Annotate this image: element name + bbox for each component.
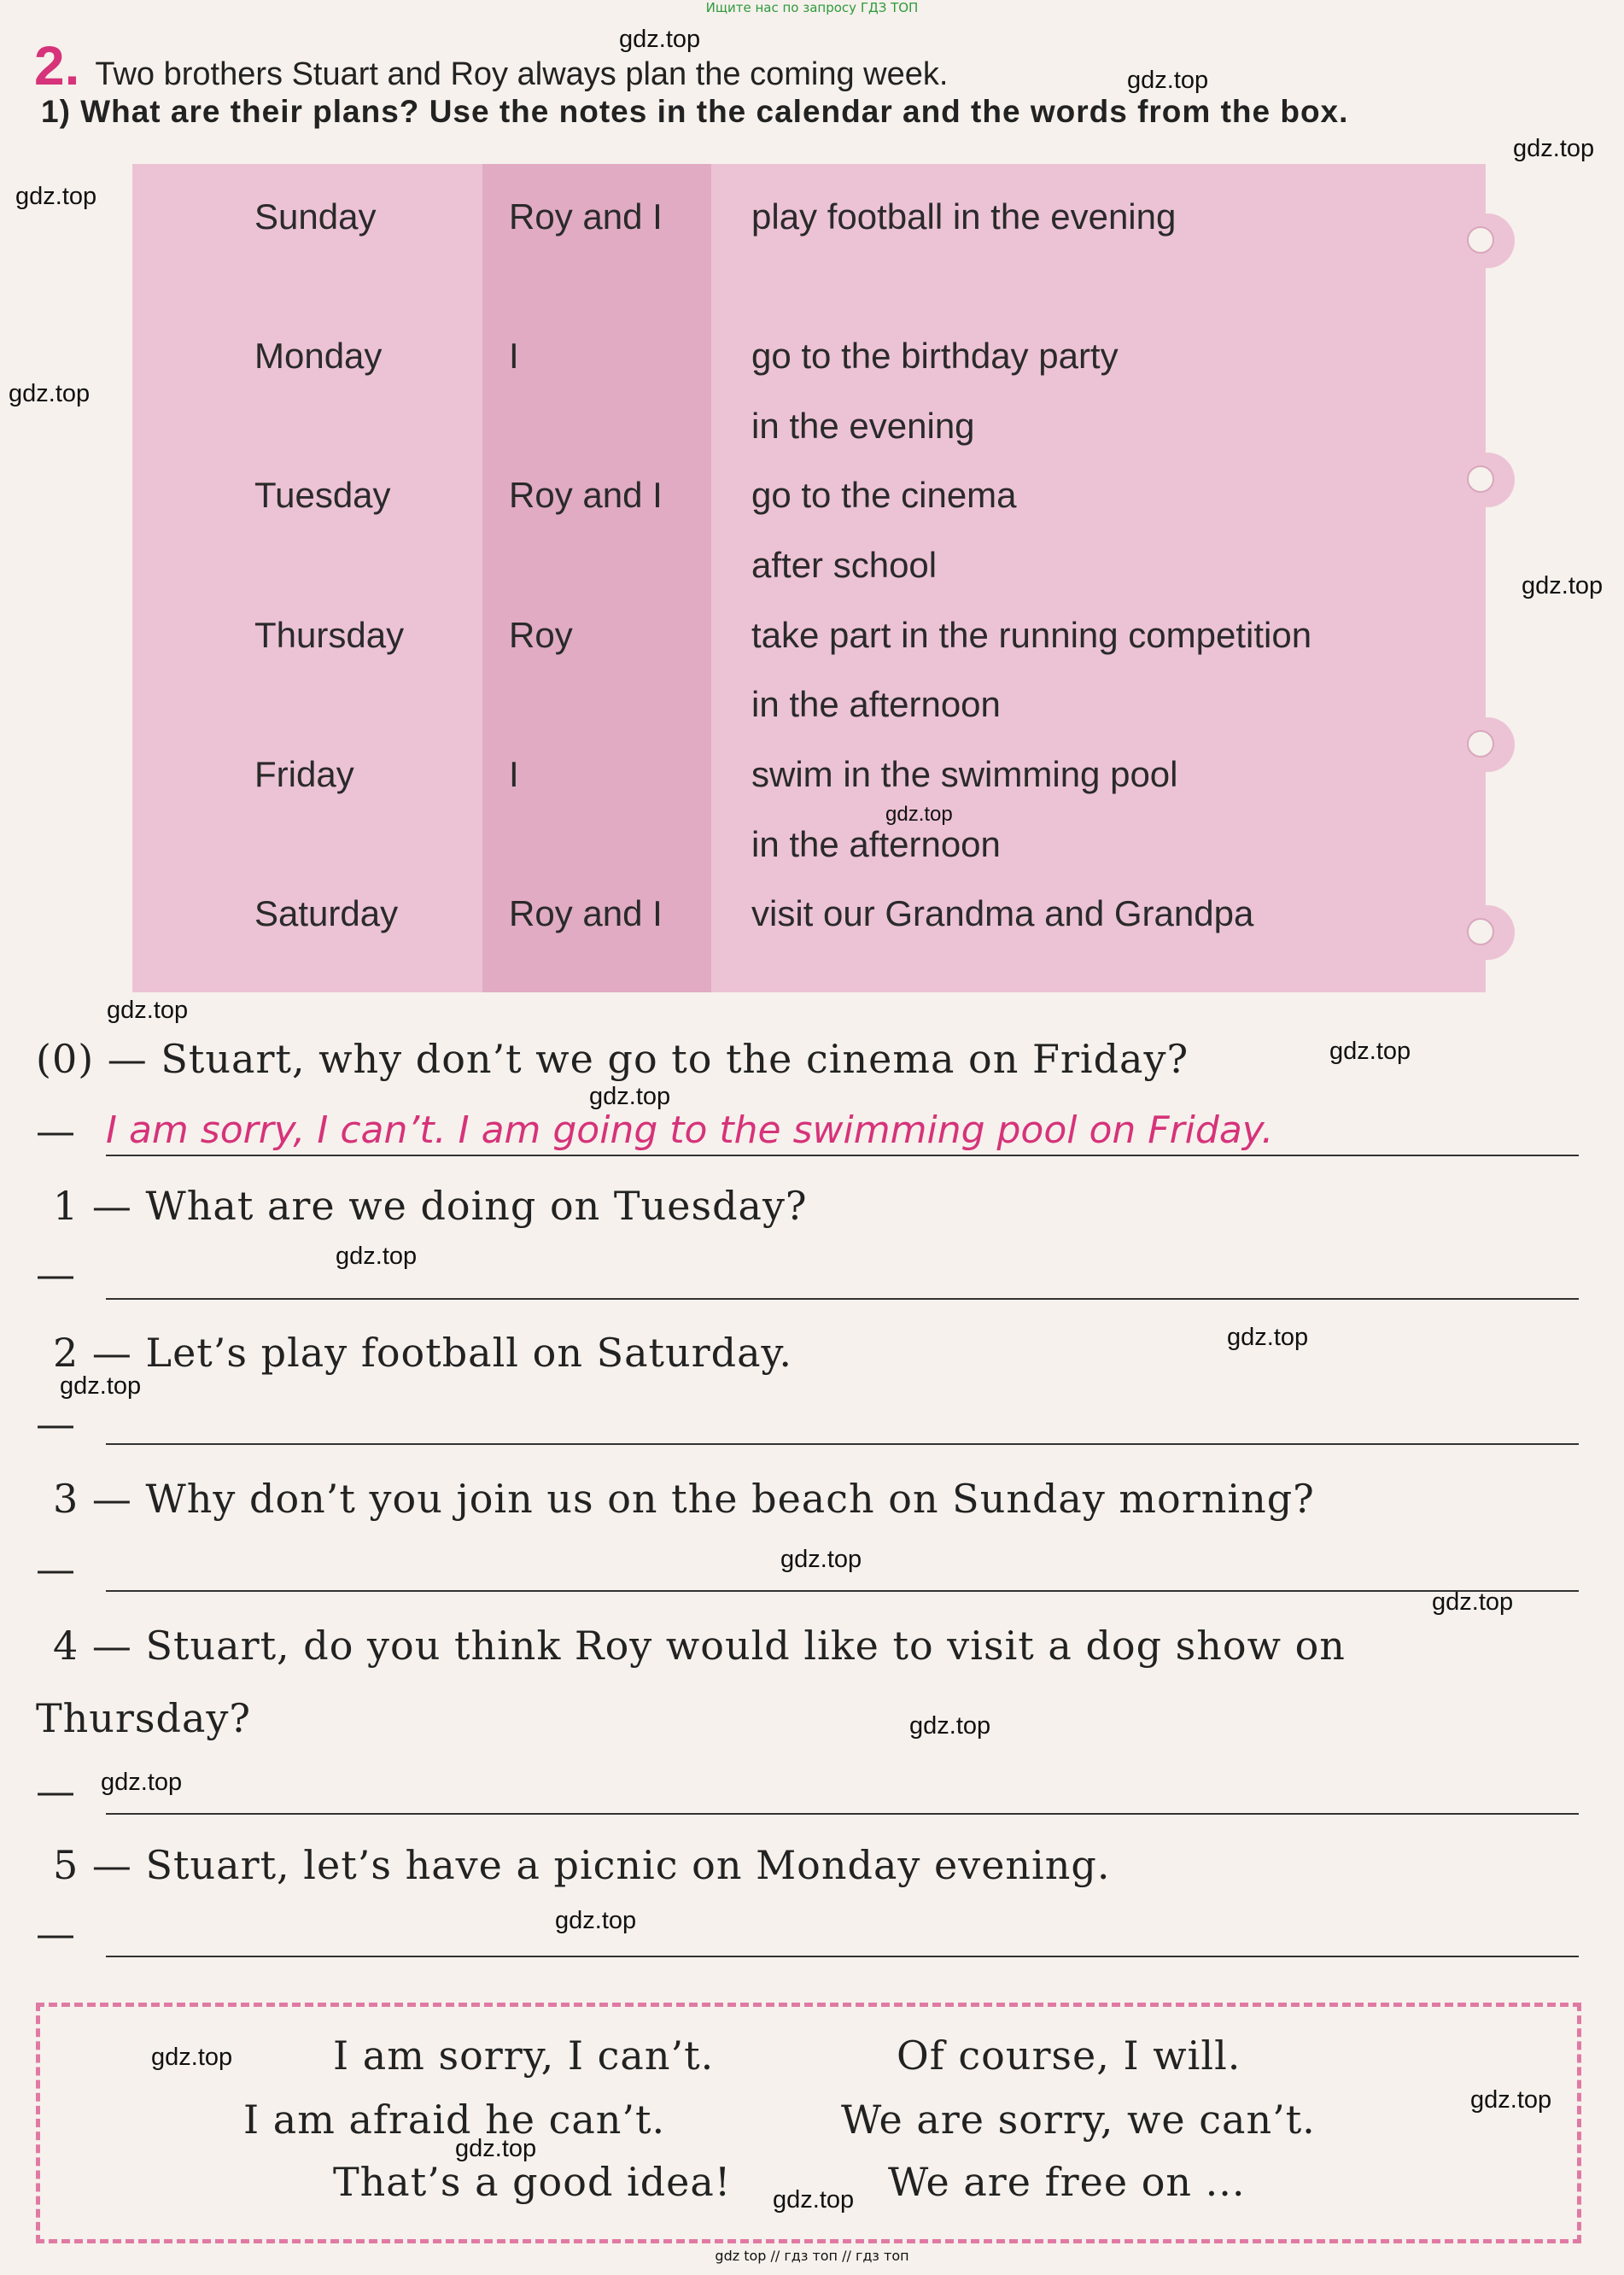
- task-number: 2.: [34, 35, 80, 96]
- exercise-label: 3: [53, 1476, 79, 1522]
- calendar-who: Roy and I: [509, 475, 663, 515]
- watermark: gdz.top: [1127, 67, 1209, 94]
- exercise-label: 4: [53, 1623, 79, 1669]
- answer-dash: —: [36, 1108, 75, 1154]
- question-text: — Stuart, why don’t we go to the cinema on Friday?: [107, 1036, 1189, 1082]
- calendar-plan: go to the birthday party: [751, 336, 1119, 376]
- calendar-day: Thursday: [254, 615, 405, 655]
- exercise-label: 5: [53, 1842, 79, 1888]
- answer-dash: —: [36, 1251, 75, 1297]
- exercise-label: 2: [53, 1330, 79, 1376]
- question-text: — Why don’t you join us on the beach on Sunday morning?: [91, 1476, 1315, 1522]
- task-instruction: 1) What are their plans? Use the notes in the calendar and the words from the box.: [41, 94, 1349, 129]
- ring-hole: [1467, 730, 1494, 757]
- answer-dash: —: [36, 1768, 75, 1814]
- watermark: gdz.top: [60, 1372, 142, 1400]
- calendar-day: Saturday: [254, 893, 399, 933]
- example-answer: I am sorry, I can’t. I am going to the swimming pool on Friday.: [106, 1108, 1274, 1152]
- calendar-who-column: [482, 164, 711, 992]
- exercise-question: [53, 1476, 1315, 1522]
- watermark: gdz.top: [555, 1907, 637, 1934]
- watermark: gdz.top: [1513, 135, 1595, 162]
- question-text: — What are we doing on Tuesday?: [91, 1183, 808, 1229]
- watermark: gdz.top: [1329, 1038, 1411, 1065]
- answer-dash: —: [36, 1401, 75, 1447]
- calendar-day: Sunday: [254, 196, 377, 237]
- task-title: Two brothers Stuart and Roy always plan the coming week.: [95, 56, 949, 92]
- question-text: — Stuart, let’s have a picnic on Monday evening.: [91, 1842, 1111, 1888]
- calendar-day: Friday: [254, 754, 354, 794]
- calendar-who: Roy and I: [509, 893, 663, 933]
- calendar-plan: go to the cinema: [751, 475, 1017, 515]
- answer-line[interactable]: [106, 1298, 1579, 1300]
- calendar-who: I: [509, 336, 519, 376]
- watermark: gdz.top: [151, 2044, 233, 2071]
- answer-line[interactable]: [106, 1956, 1579, 1957]
- watermark: gdz.top: [1227, 1324, 1309, 1351]
- ring-hole: [1467, 918, 1494, 945]
- calendar-day: Tuesday: [254, 475, 391, 515]
- calendar-who: Roy and I: [509, 196, 663, 237]
- calendar-plan: in the afternoon: [751, 824, 1001, 864]
- watermark: gdz.top: [1470, 2086, 1552, 2114]
- ring-hole: [1467, 226, 1494, 254]
- answer-line[interactable]: [106, 1443, 1579, 1445]
- answer-line[interactable]: [106, 1590, 1579, 1592]
- watermark: gdz.top: [780, 1546, 862, 1573]
- exercise-label: (0): [36, 1036, 95, 1082]
- watermark: gdz.top: [9, 380, 91, 407]
- answer-dash: —: [36, 1910, 75, 1956]
- exercise-question: [53, 1842, 1110, 1888]
- watermark: gdz.top: [1432, 1588, 1514, 1616]
- watermark: gdz.top: [107, 997, 189, 1024]
- exercise-question: [53, 1330, 792, 1376]
- phrase: We are free on ...: [888, 2159, 1246, 2205]
- exercise-question: [53, 1183, 808, 1229]
- task-header: [34, 34, 948, 97]
- answer-dash: —: [36, 1546, 75, 1592]
- watermark: gdz.top: [909, 1712, 991, 1740]
- answer-line: [106, 1155, 1579, 1156]
- calendar-who: I: [509, 754, 519, 794]
- calendar-plan: swim in the swimming pool: [751, 754, 1178, 794]
- watermark: gdz.top: [336, 1243, 418, 1270]
- exercise-question: [36, 1036, 1189, 1082]
- watermark: gdz.top: [1522, 572, 1604, 599]
- watermark: gdz.top: [101, 1769, 183, 1796]
- calendar-plan: take part in the running competition: [751, 615, 1312, 655]
- calendar-who: Roy: [509, 615, 573, 655]
- exercise-question: [53, 1623, 1346, 1669]
- watermark: gdz.top: [885, 803, 953, 826]
- question-text: — Let’s play football on Saturday.: [91, 1330, 792, 1376]
- exercise-label: 1: [53, 1183, 79, 1229]
- calendar-day: Monday: [254, 336, 383, 376]
- phrase: We are sorry, we can’t.: [841, 2097, 1316, 2143]
- question-text: — Stuart, do you think Roy would like to visit a dog show on: [91, 1623, 1346, 1669]
- answer-line[interactable]: [106, 1813, 1579, 1815]
- question-continuation: Thursday?: [36, 1695, 252, 1741]
- calendar-plan: in the evening: [751, 406, 975, 446]
- phrase: That’s a good idea!: [333, 2159, 732, 2205]
- calendar-plan: play football in the evening: [751, 196, 1177, 237]
- top-banner: Ищите нас по запросу ГДЗ ТОП: [705, 0, 919, 15]
- footer: gdz top // гдз топ // гдз топ: [715, 2248, 909, 2264]
- ring-hole: [1467, 465, 1494, 493]
- phrase: Of course, I will.: [897, 2032, 1241, 2079]
- watermark: gdz.top: [15, 183, 97, 210]
- phrase: I am afraid he can’t.: [243, 2097, 666, 2143]
- calendar-plan: in the afternoon: [751, 684, 1001, 724]
- calendar-plan: visit our Grandma and Grandpa: [751, 893, 1254, 933]
- watermark: gdz.top: [619, 26, 701, 53]
- watermark: gdz.top: [455, 2135, 537, 2162]
- watermark: gdz.top: [589, 1083, 671, 1110]
- watermark: gdz.top: [773, 2186, 855, 2214]
- phrase: I am sorry, I can’t.: [333, 2032, 715, 2079]
- calendar-plan: after school: [751, 545, 938, 585]
